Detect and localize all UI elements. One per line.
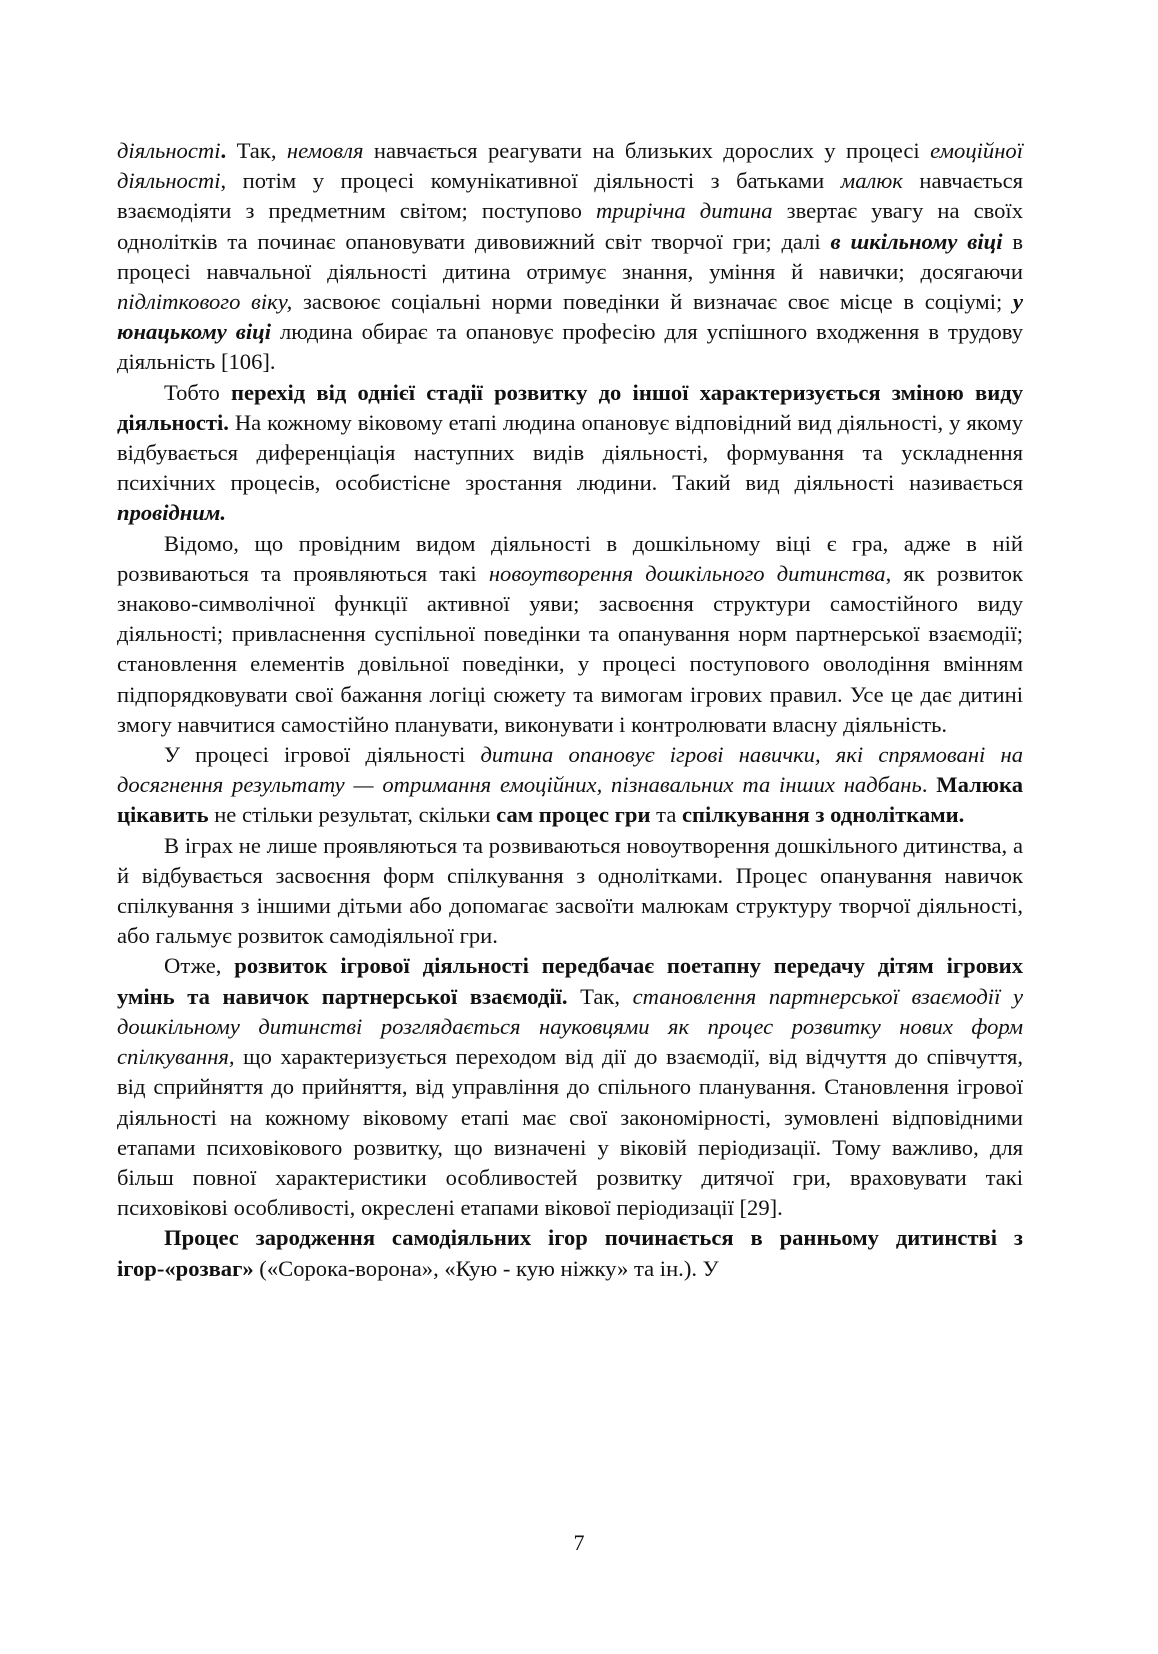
emphasized-text: .	[220, 138, 227, 163]
emphasized-text: сам процес гри	[496, 802, 651, 828]
paragraph	[117, 831, 1023, 952]
text-run: Так,	[567, 983, 633, 1009]
emphasized-text: спілкування з однолітками.	[682, 802, 965, 828]
paragraph	[117, 136, 1023, 378]
paragraph	[117, 529, 1023, 740]
emphasized-text: становлення партнерської взаємодії у дошкільному дитинстві розглядається науковцями як процес розвитку нових форм спілкування,	[117, 983, 1023, 1070]
emphasized-text: малюк	[840, 168, 903, 194]
text-run: , потім у процесі комунікативної діяльності з батьками	[220, 168, 841, 194]
text-run: навчається реагувати на близьких дорослих у процесі	[363, 138, 931, 163]
emphasized-text: емоційної діяльності	[117, 138, 1023, 194]
emphasized-text: немовля	[286, 138, 364, 163]
text-run: У процесі ігрової діяльності	[164, 742, 481, 768]
text-run: навчається взаємодіяти з предметним світом; поступово	[117, 168, 1023, 224]
emphasized-text: Процес зародження самодіяльних ігор починається в ранньому дитинстві з ігор-«розваг»	[117, 1225, 1023, 1281]
text-run: засвоює соціальні норми поведінки й визначає своє місце в соціумі;	[292, 289, 1013, 315]
emphasized-text: провідним.	[117, 500, 226, 526]
emphasized-text: трирічна дитина	[595, 198, 773, 224]
text-run: («Сорока-ворона», «Кую - кую ніжку» та ін.). У	[253, 1255, 719, 1281]
paragraph	[117, 378, 1023, 529]
paragraph	[117, 740, 1023, 831]
paragraph	[117, 1223, 1023, 1283]
text-run: , як розвиток знаково-символічної функції активної уяви; засвоєння структури самостійного виду діяльності; привласнення суспільної поведінки та опанування норм партнерської взаємодії; становлення елементів довільної поведінки, у процесі поступового оволодіння вмінням підпорядковувати свої бажання логіці сюжету та вимогам ігрових правил. Усе це дає дитині змогу навчитися самостійно планувати, виконувати і контролювати власну діяльність.	[117, 560, 1023, 737]
text-run: та	[650, 802, 683, 828]
text-run: звертає увагу на своїх однолітків та починає опановувати дивовижний світ творчої гри; далі	[117, 198, 1023, 254]
text-run: .	[921, 772, 937, 798]
emphasized-text: розвиток ігрової діяльності передбачає поетапну передачу дітям ігрових умінь та навичок партнерської взаємодії.	[117, 953, 1023, 1009]
text-run: На кожному віковому етапі людина опановує відповідний вид діяльності, у якому відбувається диференціація наступних видів діяльності, формування та ускладнення психічних процесів, особистісне зростання людини. Такий вид діяльності називається	[117, 409, 1023, 496]
emphasized-text: перехід від однієї стадії розвитку до іншої характеризується зміною виду діяльності.	[117, 379, 1023, 435]
emphasized-text: новоутворення дошкільного дитинства	[488, 560, 886, 586]
text-run: В іграх не лише проявляються та розвиваються новоутворення дошкільного дитинства, а й відбувається засвоєння форм спілкування з однолітками. Процес опанування навичок спілкування з іншими дітьми або допомагає засвоїти малюкам структуру творчої діяльності, або гальмує розвиток самодіяльної гри.	[117, 832, 1023, 949]
text-run: Відомо, що провідним видом діяльності в дошкільному віці є гра, адже в ній розвиваються та проявляються такі	[117, 530, 1023, 586]
emphasized-text: дитина опановує ігрові навички, які спрямовані на досягнення результату — отримання емоційних, пізнавальних та інших надбань	[117, 742, 1023, 798]
page-number: 7	[573, 1530, 585, 1555]
emphasized-text: в шкільному віці	[830, 228, 1003, 254]
text-run: що характеризується переходом від дії до взаємодії, від відчуття до співчуття, від сприйняття до прийняття, від управління до спільного планування. Становлення ігрової діяльності на кожному віковому етапі має свої закономірності, зумовлені відповідними етапами психовікового розвитку, що визначені у віковій періодизації. Тому важливо, для більш повної характеристики особливостей розвитку дитячої гри, враховувати такі психовікові особливості, окреслені етапами вікової періодизації [29].	[117, 1044, 1023, 1221]
text-run: Тобто	[164, 379, 231, 405]
emphasized-text: у юнацькому віці	[117, 289, 1023, 345]
text-run: Отже,	[164, 953, 235, 979]
text-run: не стільки результат, скільки	[208, 802, 497, 828]
text-run: Так,	[226, 138, 287, 163]
emphasized-text: діяльності	[117, 138, 221, 163]
body-text	[117, 136, 1023, 1284]
text-run: людина обирає та опановує професію для успішного входження в трудову діяльність [106].	[117, 319, 1023, 375]
emphasized-text: Малюка цікавить	[117, 772, 1023, 828]
emphasized-text: підліткового віку,	[117, 289, 293, 315]
text-run: в процесі навчальної діяльності дитина отримує знання, уміння й навички; досягаючи	[117, 228, 1023, 284]
paragraph	[117, 951, 1023, 1223]
